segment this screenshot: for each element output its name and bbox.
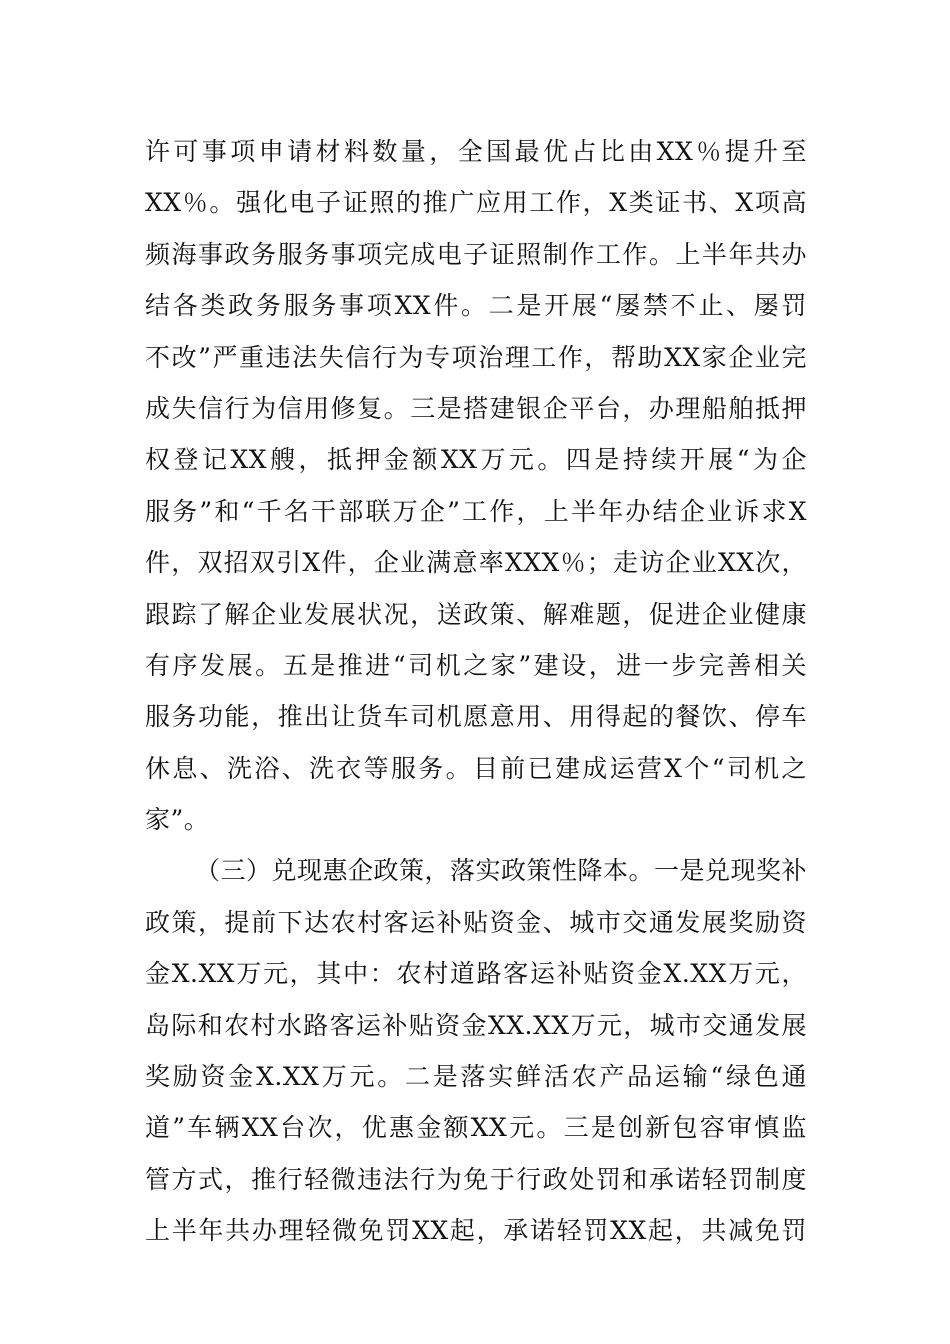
text-line: 道”车辆XX台次，优惠金额XX元。三是创新包容审慎监 (145, 1113, 807, 1143)
text-line: 结各类政务服务事项XX件。二是开展“屡禁不止、屡罚 (145, 291, 807, 321)
text-line: 家”。 (145, 805, 210, 835)
text-line: 上半年共办理轻微免罚XX起，承诺轻罚XX起，共减免罚 (145, 1216, 807, 1246)
text-line: 管方式，推行轻微违法行为免于行政处罚和承诺轻罚制度 (145, 1164, 807, 1194)
text-line: 奖励资金X.XX万元。二是落实鲜活农产品运输“绿色通 (145, 1062, 807, 1092)
text-line: 金X.XX万元，其中：农村道路客运补贴资金X.XX万元， (145, 959, 807, 989)
body-text (145, 126, 807, 1257)
text-line: 政策，提前下达农村客运补贴资金、城市交通发展奖励资 (145, 907, 807, 937)
text-line: 件，双招双引X件，企业满意率XXX％；走访企业XX次， (145, 548, 807, 578)
text-line: 成失信行为信用修复。三是搭建银企平台，办理船舶抵押 (145, 393, 807, 423)
text-line: 岛际和农村水路客运补贴资金XX.XX万元，城市交通发展 (145, 1010, 807, 1040)
text-line: 有序发展。五是推进“司机之家”建设，进一步完善相关 (145, 650, 807, 680)
text-line: （三）兑现惠企政策，落实政策性降本。一是兑现奖补 (195, 856, 808, 886)
text-line: 频海事政务服务事项完成电子证照制作工作。上半年共办 (145, 239, 807, 269)
text-line: 服务”和“千名干部联万企”工作，上半年办结企业诉求X (145, 496, 807, 526)
text-line: 跟踪了解企业发展状况，送政策、解难题，促进企业健康 (145, 599, 807, 629)
text-line: 许可事项申请材料数量，全国最优占比由XX％提升至 (145, 137, 807, 166)
text-line: 权登记XX艘，抵押金额XX万元。四是持续开展“为企 (145, 445, 807, 475)
text-line: 休息、洗浴、洗衣等服务。目前已建成运营X个“司机之 (145, 753, 807, 783)
text-line: 不改”严重违法失信行为专项治理工作，帮助XX家企业完 (145, 342, 807, 372)
text-line: XX％。强化电子证照的推广应用工作，X类证书、X项高 (145, 188, 807, 218)
text-line: 服务功能，推出让货车司机愿意用、用得起的餐饮、停车 (145, 702, 807, 732)
